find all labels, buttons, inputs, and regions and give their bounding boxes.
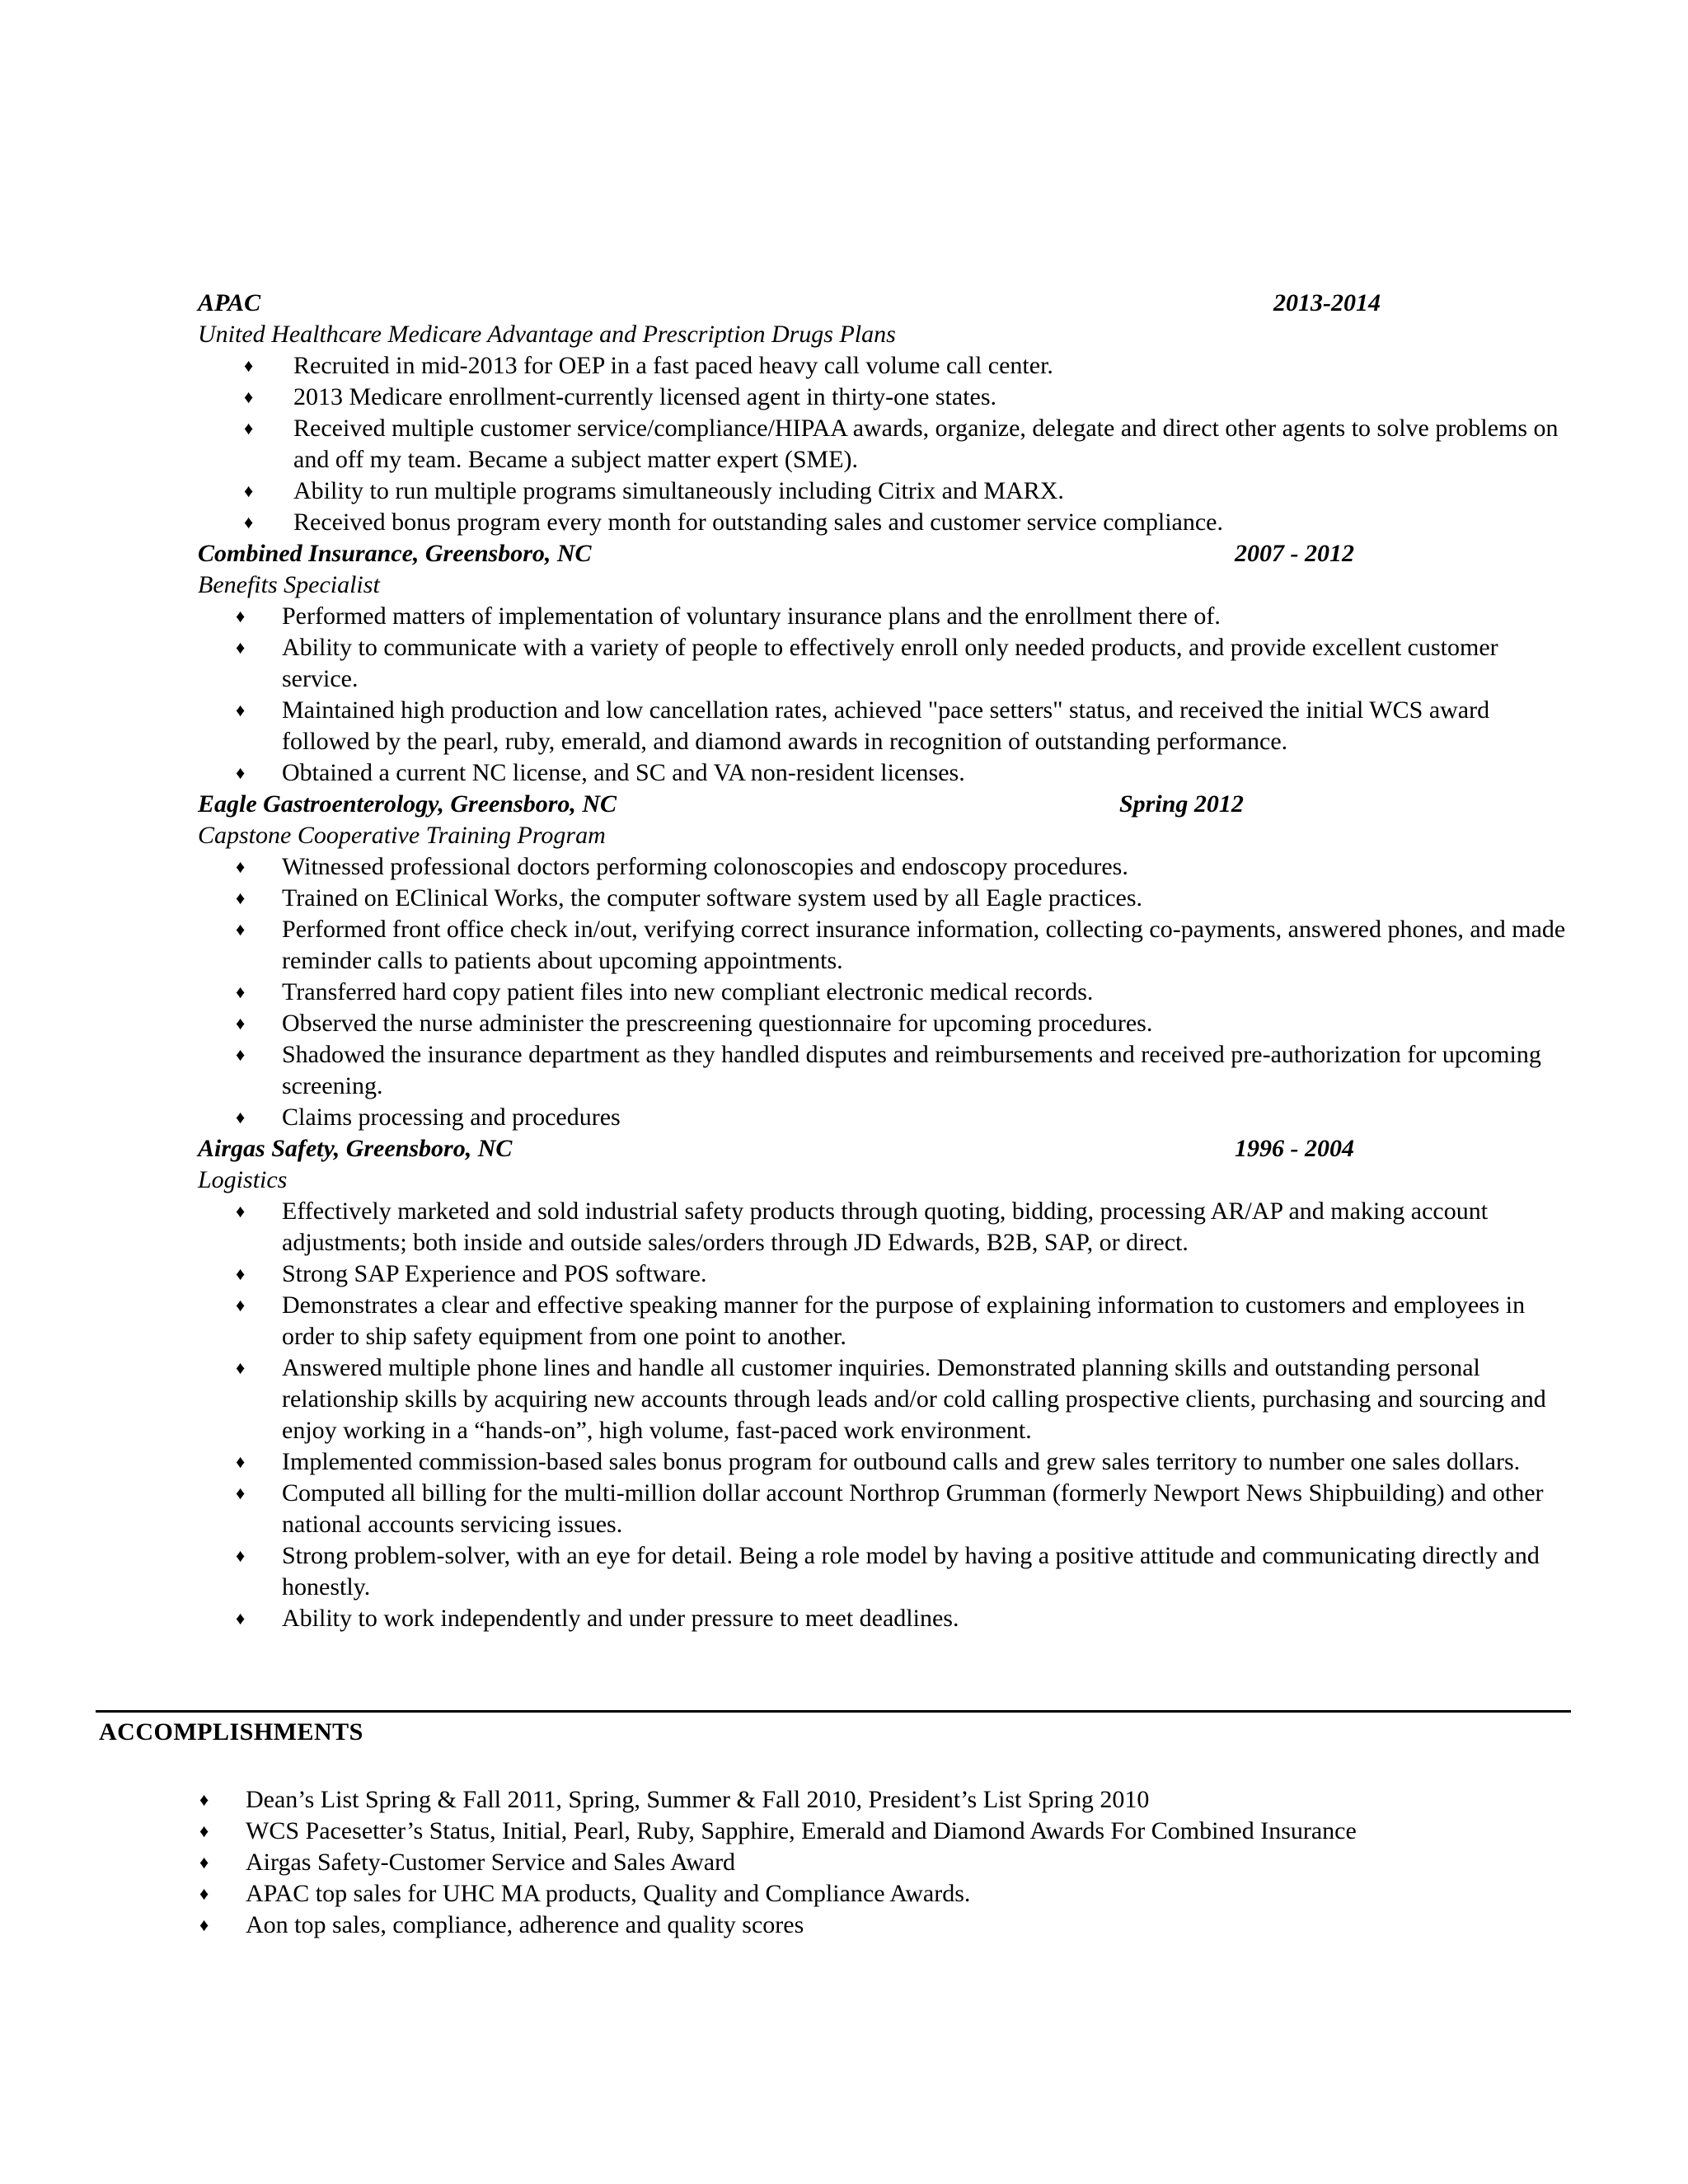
list-item xyxy=(199,1816,1564,1847)
diamond-bullet-icon: ♦ xyxy=(236,919,246,940)
diamond-bullet-icon: ♦ xyxy=(236,1608,246,1629)
bullet-text: Performed front office check in/out, verifying correct insurance information, collecting co-payments, answered phones, and made reminder calls to patients about upcoming appointments. xyxy=(282,916,1566,974)
company-name: APAC xyxy=(198,289,261,316)
diamond-bullet-icon: ♦ xyxy=(236,1201,246,1221)
bullet-text: Ability to communicate with a variety of people to effectively enroll only needed products, and provide excellent customer service. xyxy=(282,634,1498,692)
diamond-bullet-icon: ♦ xyxy=(236,1483,246,1503)
bullet-item xyxy=(236,851,1576,883)
diamond-bullet-icon: ♦ xyxy=(244,387,254,407)
section-title-accomplishments: ACCOMPLISHMENTS xyxy=(99,1718,363,1746)
company-name: Airgas Safety, Greensboro, NC xyxy=(198,1135,513,1162)
bullet-item xyxy=(236,1008,1576,1039)
diamond-bullet-icon: ♦ xyxy=(199,1789,209,1810)
accomplishment-text: APAC top sales for UHC MA products, Quality and Compliance Awards. xyxy=(246,1880,971,1907)
bullet-item xyxy=(236,1196,1576,1258)
diamond-bullet-icon: ♦ xyxy=(199,1821,209,1841)
diamond-bullet-icon: ♦ xyxy=(199,1883,209,1904)
diamond-bullet-icon: ♦ xyxy=(236,1545,246,1566)
bullet-item xyxy=(236,1258,1576,1290)
diamond-bullet-icon: ♦ xyxy=(236,1107,246,1127)
diamond-bullet-icon: ♦ xyxy=(236,1013,246,1033)
accomplishment-text: WCS Pacesetter’s Status, Initial, Pearl, Ruby, Sapphire, Emerald and Diamond Awards For Combined Insurance xyxy=(246,1817,1357,1844)
diamond-bullet-icon: ♦ xyxy=(236,606,246,626)
bullet-item xyxy=(236,1352,1576,1446)
bullet-item xyxy=(244,476,1571,507)
diamond-bullet-icon: ♦ xyxy=(236,1263,246,1284)
company-name: Combined Insurance, Greensboro, NC xyxy=(198,540,592,567)
bullet-item xyxy=(236,883,1576,914)
bullet-text: Received multiple customer service/compliance/HIPAA awards, organize, delegate and direct other agents to solve problems on and off my team. Became a subject matter expert (SME). xyxy=(293,415,1559,473)
bullet-item xyxy=(236,695,1564,757)
diamond-bullet-icon: ♦ xyxy=(244,512,254,532)
job-role: Capstone Cooperative Training Program xyxy=(198,822,606,849)
bullet-list xyxy=(244,350,1571,538)
job-role: Logistics xyxy=(198,1166,288,1193)
accomplishment-text: Airgas Safety-Customer Service and Sales Award xyxy=(246,1849,736,1876)
bullet-text: Received bonus program every month for outstanding sales and customer service compliance. xyxy=(293,509,1223,536)
bullet-text: 2013 Medicare enrollment-currently licensed agent in thirty-one states. xyxy=(293,383,997,410)
bullet-text: Recruited in mid-2013 for OEP in a fast paced heavy call volume call center. xyxy=(293,352,1053,379)
bullet-text: Shadowed the insurance department as they handled disputes and reimbursements and received pre-authorization for upcoming screening. xyxy=(282,1041,1541,1099)
bullet-text: Strong problem-solver, with an eye for detail. Being a role model by having a positive attitude and communicating directly and honestly. xyxy=(282,1542,1540,1601)
company-name: Eagle Gastroenterology, Greensboro, NC xyxy=(198,790,617,818)
diamond-bullet-icon: ♦ xyxy=(236,1451,246,1472)
bullet-list xyxy=(236,601,1564,789)
bullet-item xyxy=(236,632,1564,695)
diamond-bullet-icon: ♦ xyxy=(236,637,246,658)
list-item xyxy=(199,1910,1564,1941)
list-item xyxy=(199,1847,1564,1878)
bullet-text: Maintained high production and low cancellation rates, achieved "pace setters" status, and received the initial WCS award followed by the pearl, ruby, emerald, and diamond awards in recognition of outstanding performance. xyxy=(282,696,1490,755)
bullet-text: Computed all billing for the multi-million dollar account Northrop Grumman (formerly Newport News Shipbuilding) and other national accounts servicing issues. xyxy=(282,1479,1544,1538)
bullet-item xyxy=(236,914,1576,977)
bullet-item xyxy=(236,1478,1576,1540)
diamond-bullet-icon: ♦ xyxy=(236,700,246,720)
bullet-item xyxy=(244,507,1571,538)
bullet-item xyxy=(236,1102,1576,1133)
bullet-text: Implemented commission-based sales bonus program for outbound calls and grew sales territory to number one sales dollars. xyxy=(282,1448,1521,1475)
bullet-item xyxy=(236,1540,1576,1603)
section-divider xyxy=(96,1710,1571,1713)
diamond-bullet-icon: ♦ xyxy=(236,856,246,877)
employment-dates: 2007 - 2012 xyxy=(1235,540,1354,567)
accomplishments-list xyxy=(199,1784,1564,1941)
bullet-text: Strong SAP Experience and POS software. xyxy=(282,1260,707,1287)
employment-dates: 1996 - 2004 xyxy=(1235,1135,1354,1162)
diamond-bullet-icon: ♦ xyxy=(244,418,254,438)
diamond-bullet-icon: ♦ xyxy=(236,762,246,783)
diamond-bullet-icon: ♦ xyxy=(236,1357,246,1378)
bullet-item xyxy=(244,382,1571,413)
bullet-item xyxy=(244,413,1571,476)
bullet-text: Ability to work independently and under pressure to meet deadlines. xyxy=(282,1605,959,1632)
bullet-text: Witnessed professional doctors performing colonoscopies and endoscopy procedures. xyxy=(282,853,1128,880)
diamond-bullet-icon: ♦ xyxy=(236,982,246,1002)
bullet-item xyxy=(236,601,1564,632)
diamond-bullet-icon: ♦ xyxy=(236,1044,246,1065)
bullet-text: Observed the nurse administer the prescreening questionnaire for upcoming procedures. xyxy=(282,1010,1153,1037)
bullet-list xyxy=(236,1196,1576,1634)
diamond-bullet-icon: ♦ xyxy=(244,355,254,376)
bullet-text: Claims processing and procedures xyxy=(282,1104,621,1131)
bullet-item xyxy=(236,1290,1576,1352)
diamond-bullet-icon: ♦ xyxy=(236,888,246,908)
employment-dates: Spring 2012 xyxy=(1119,790,1244,818)
diamond-bullet-icon: ♦ xyxy=(199,1852,209,1872)
bullet-item xyxy=(236,977,1576,1008)
bullet-item xyxy=(244,350,1571,382)
bullet-text: Effectively marketed and sold industrial safety products through quoting, bidding, processing AR/AP and making account adjustments; both inside and outside sales/orders through JD Edwards, B2B, SAP, or direct. xyxy=(282,1197,1489,1256)
employment-dates: 2013-2014 xyxy=(1273,289,1381,316)
list-item xyxy=(199,1784,1564,1816)
diamond-bullet-icon: ♦ xyxy=(236,1295,246,1315)
diamond-bullet-icon: ♦ xyxy=(244,480,254,501)
accomplishment-text: Aon top sales, compliance, adherence and quality scores xyxy=(246,1911,804,1938)
bullet-text: Answered multiple phone lines and handle all customer inquiries. Demonstrated planning skills and outstanding personal relationship skills by acquiring new accounts through leads and/or cold calling prospective clients, purchasing and sourcing and enjoy working in a “hands-on”, high volume, fast-paced work environment. xyxy=(282,1354,1546,1444)
bullet-text: Ability to run multiple programs simultaneously including Citrix and MARX. xyxy=(293,477,1064,504)
diamond-bullet-icon: ♦ xyxy=(199,1915,209,1935)
list-item xyxy=(199,1878,1564,1910)
accomplishment-text: Dean’s List Spring & Fall 2011, Spring, Summer & Fall 2010, President’s List Spring 2010 xyxy=(246,1786,1150,1813)
bullet-item xyxy=(236,1446,1576,1478)
bullet-text: Trained on EClinical Works, the computer software system used by all Eagle practices. xyxy=(282,884,1142,912)
bullet-text: Performed matters of implementation of voluntary insurance plans and the enrollment there of. xyxy=(282,602,1221,630)
bullet-text: Demonstrates a clear and effective speaking manner for the purpose of explaining information to customers and employees in order to ship safety equipment from one point to another. xyxy=(282,1291,1526,1350)
bullet-item xyxy=(236,1603,1576,1634)
bullet-list xyxy=(236,851,1576,1133)
bullet-item xyxy=(236,757,1564,789)
bullet-item xyxy=(236,1039,1576,1102)
job-role: Benefits Specialist xyxy=(198,571,380,598)
job-role: United Healthcare Medicare Advantage and Prescription Drugs Plans xyxy=(198,321,896,348)
bullet-text: Transferred hard copy patient files into new compliant electronic medical records. xyxy=(282,978,1094,1005)
bullet-text: Obtained a current NC license, and SC and VA non-resident licenses. xyxy=(282,759,965,786)
